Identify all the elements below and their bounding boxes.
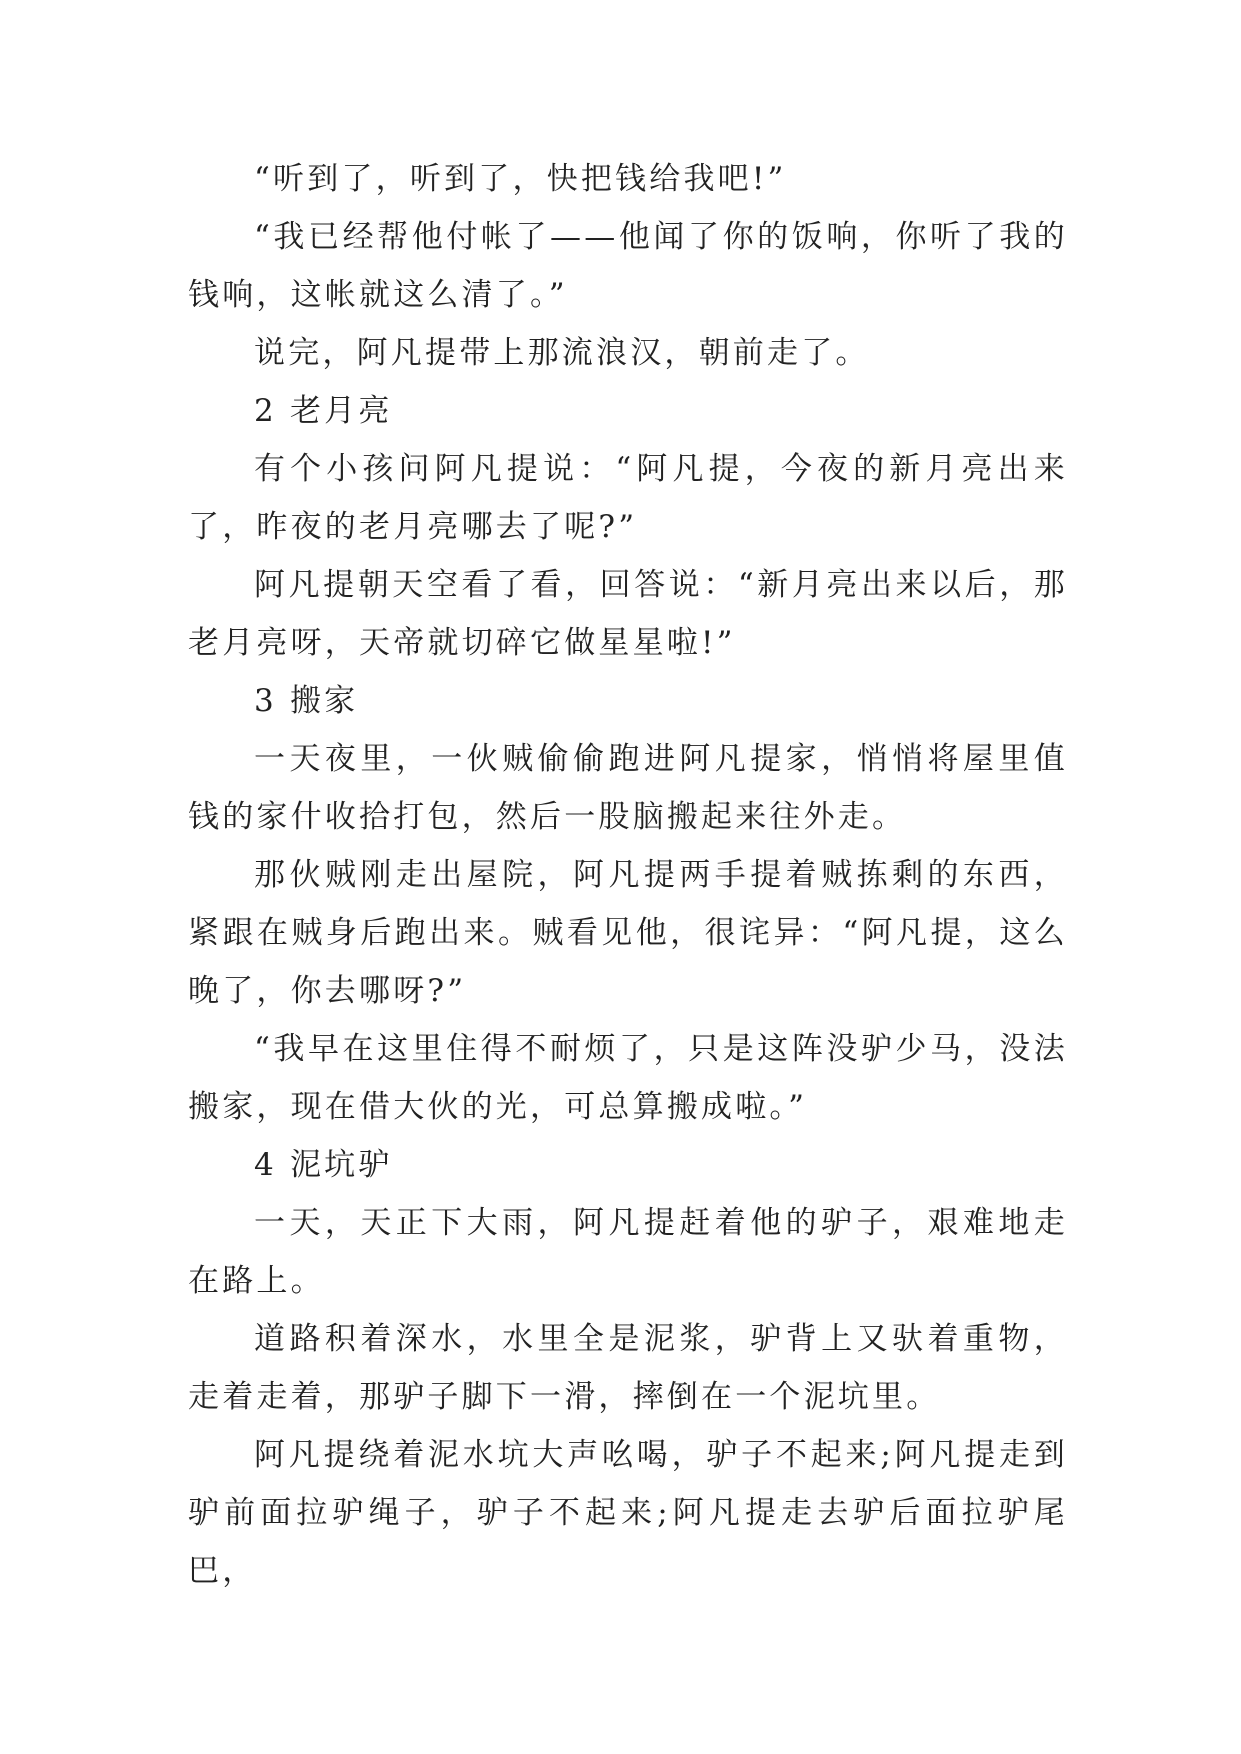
paragraph: “我早在这里住得不耐烦了，只是这阵没驴少马，没法搬家，现在借大伙的光，可总算搬成啦。” <box>188 1031 1068 1125</box>
section-heading: 4 泥坑驴 <box>254 1147 393 1183</box>
section-heading: 2 老月亮 <box>254 393 393 429</box>
paragraph: 一天，天正下大雨，阿凡提赶着他的驴子，艰难地走在路上。 <box>188 1205 1068 1299</box>
paragraph: 那伙贼刚走出屋院，阿凡提两手提着贼拣剩的东西，紧跟在贼身后跑出来。贼看见他，很诧异：“阿凡提，这么晚了，你去哪呀?” <box>188 857 1068 1009</box>
paragraph: 阿凡提绕着泥水坑大声吆喝，驴子不起来;阿凡提走到驴前面拉驴绳子，驴子不起来;阿凡提走去驴后面拉驴尾巴， <box>188 1437 1068 1589</box>
paragraph: “听到了，听到了，快把钱给我吧!” <box>254 161 787 197</box>
section-heading: 3 搬家 <box>254 683 359 719</box>
paragraph: 一天夜里，一伙贼偷偷跑进阿凡提家，悄悄将屋里值钱的家什收拾打包，然后一股脑搬起来往外走。 <box>188 741 1068 835</box>
paragraph: 有个小孩问阿凡提说：“阿凡提，今夜的新月亮出来了，昨夜的老月亮哪去了呢?” <box>188 451 1068 545</box>
paragraph: 阿凡提朝天空看了看，回答说：“新月亮出来以后，那老月亮呀，天帝就切碎它做星星啦!” <box>188 567 1068 661</box>
paragraph: “我已经帮他付帐了——他闻了你的饭响，你听了我的钱响，这帐就这么清了。” <box>188 219 1068 313</box>
document-body <box>188 150 1068 1600</box>
paragraph: 说完，阿凡提带上那流浪汉，朝前走了。 <box>254 335 870 371</box>
paragraph: 道路积着深水，水里全是泥浆，驴背上又驮着重物，走着走着，那驴子脚下一滑，摔倒在一个泥坑里。 <box>188 1321 1068 1415</box>
